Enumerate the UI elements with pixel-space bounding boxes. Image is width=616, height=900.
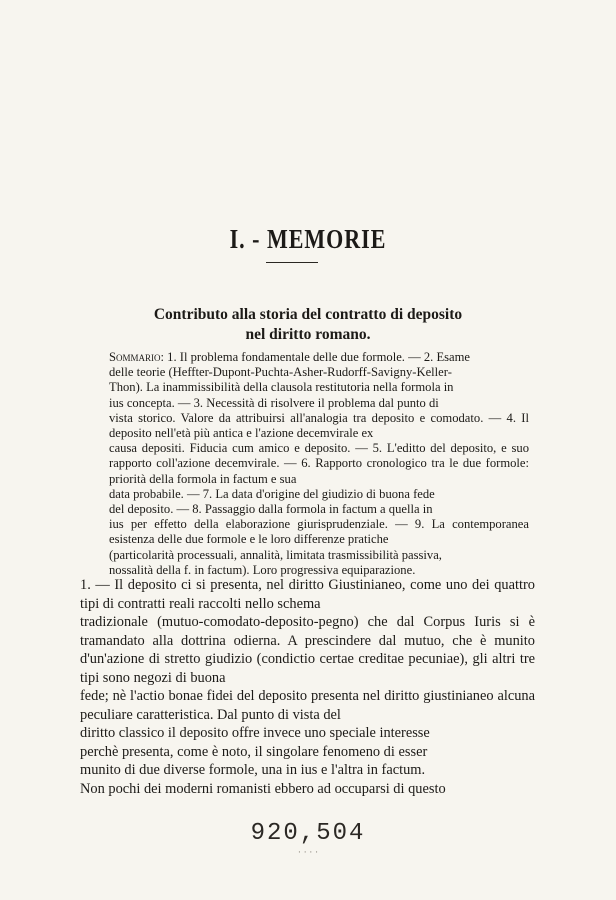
catalog-number: 920,504	[250, 820, 366, 847]
heading-rule	[266, 262, 318, 263]
section-heading: I. - MEMORIE	[229, 222, 387, 254]
summary-block	[109, 350, 529, 578]
body-paragraph: 1. — Il deposito ci si presenta, nel diritto Giustinianeo, come uno dei quattro tipi di contratti reali raccolti nello schema tradizionale (mutuo-comodato-deposito-pegno) che dal Corpus Iuris si è tramandato alla dottrina odierna. A prescindere dal mutuo, che è munito d'un'azione di stretto giudizio (condictio certae creditae pecuniae), gli altri tre tipi sono negozi di buona fede; nè l'actio bonae fidei del deposito presenta nel diritto giustinianeo alcuna peculiare caratteristica. Dal punto di vista del diritto classico il deposito offre invece uno speciale interesse perchè presenta, come è noto, il singolare fenomeno di esser munito di due diverse formole, una in ius e l'altra in factum. Non pochi dei moderni romanisti ebbero ad occuparsi di questo	[80, 577, 535, 797]
summary-lead: Sommario:	[109, 350, 165, 364]
stamp-mark: · · · ·	[297, 848, 319, 858]
article-title-line-2: nel diritto romano.	[245, 326, 371, 343]
article-title-line-1: Contributo alla storia del contratto di deposito	[153, 306, 463, 323]
summary-text: 1. Il problema fondamentale delle due formole. — 2. Esame delle teorie (Heffter-Dupont-Puchta-Asher-Rudorff-Savigny-Keller- Thon). La inammissibilità della clausola restitutoria nella formola in ius concepta. — 3. Necessità di risolvere il problema dal punto di vista storico. Valore da attribuirsi all'analogia tra deposito e comodato. — 4. Il deposito nell'età più antica e l'azione decemvirale ex causa depositi. Fiducia cum amico e deposito. — 5. L'editto del deposito, e suo rapporto coll'azione decemvirale. — 6. Rapporto cronologico tra le due formole: priorità della formola in factum e sua data probabile. — 7. La data d'origine del giudizio di buona fede del deposito. — 8. Passaggio dalla formola in factum a quella in ius per effetto della elaborazione giurisprudenziale. — 9. La contemporanea esistenza delle due formole e le loro differenze pratiche (particolarità processuali, annalità, limitata trasmissibilità passiva, nossalità della f. in factum). Loro progressiva equiparazione.	[109, 350, 529, 577]
